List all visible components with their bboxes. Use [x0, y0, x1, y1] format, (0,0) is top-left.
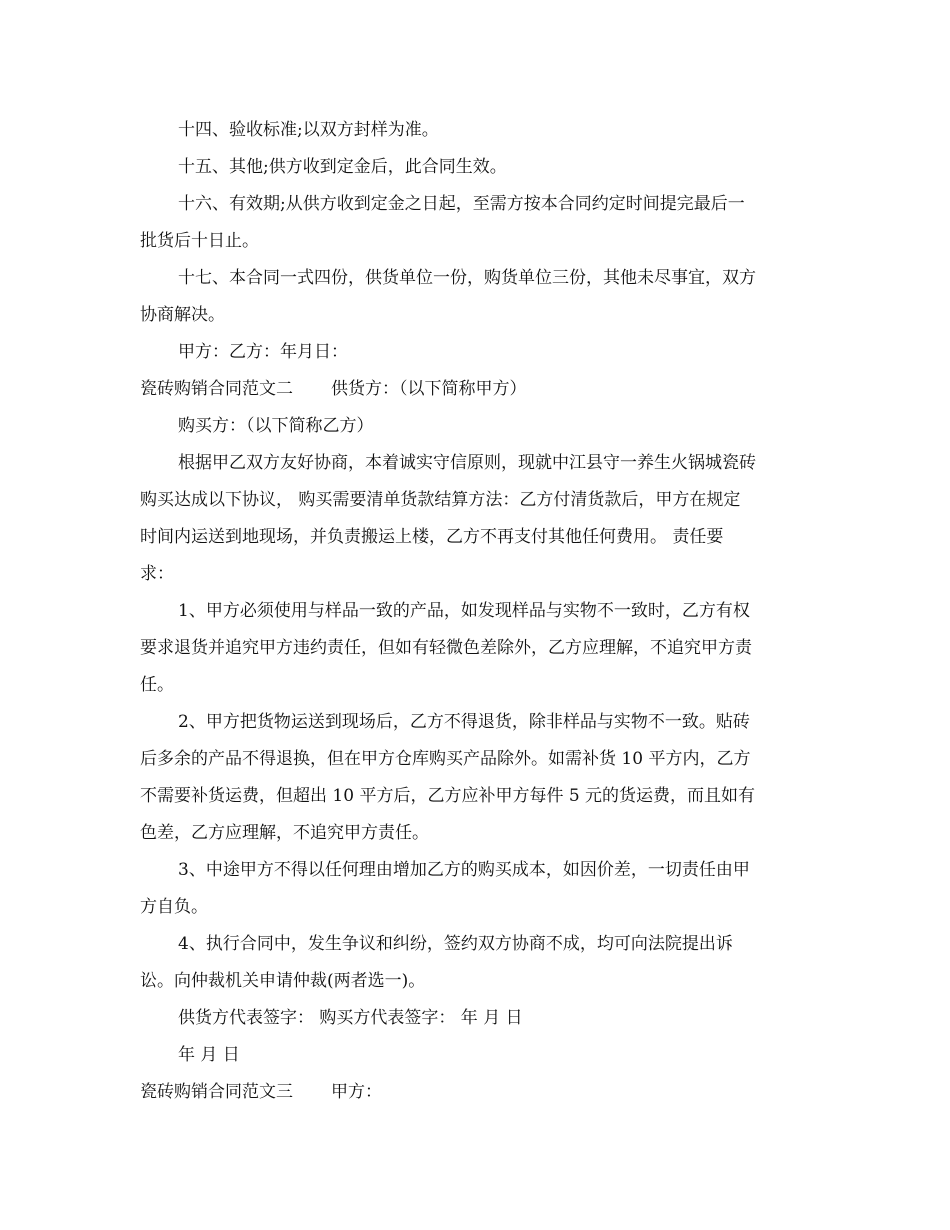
item-2-line-1: 2、甲方把货物运送到现场后，乙方不得退货，除非样品与实物不一致。贴砖	[178, 712, 750, 732]
section-title-three: 瓷砖购销合同范文三	[140, 1082, 293, 1102]
buyer-label: 购买方：（以下简称乙方）	[178, 416, 374, 436]
item-3-line-1: 3、中途甲方不得以任何理由增加乙方的购买成本，如因价差，一切责任由甲	[178, 860, 750, 880]
clause-17-line-1: 十七、本合同一式四份，供货单位一份，购货单位三份，其他未尽事宜，双方	[178, 268, 756, 288]
preamble-line-3: 时间内运送到地现场，并负责搬运上楼，乙方不再支付其他任何费用。 责任要	[140, 527, 724, 547]
signature-line-2: 供货方代表签字： 购买方代表签字： 年 月 日	[178, 1008, 523, 1028]
item-1-line-1: 1、甲方必须使用与样品一致的产品，如发现样品与实物不一致时，乙方有权	[178, 601, 750, 621]
section-heading-three-row	[140, 1081, 382, 1103]
item-1-line-2: 要求退货并追究甲方违约责任，但如有轻微色差除外，乙方应理解，不追究甲方责	[140, 638, 752, 658]
section-title-two: 瓷砖购销合同范文二	[140, 379, 293, 399]
preamble-line-2: 购买达成以下协议， 购买需要清单货款结算方法：乙方付清货款后，甲方在规定	[140, 490, 741, 510]
section-heading-two-row	[140, 378, 527, 400]
item-2-line-3: 不需要补货运费，但超出 10 平方后，乙方应补甲方每件 5 元的货运费，而且如有	[140, 786, 756, 806]
clause-16-line-2: 批货后十日止。	[140, 231, 259, 251]
item-2-line-4: 色差，乙方应理解，不追究甲方责任。	[140, 823, 429, 843]
item-4-line-1: 4、执行合同中，发生争议和纠纷，签约双方协商不成，均可向法院提出诉	[178, 934, 733, 954]
clause-17-line-2: 协商解决。	[140, 305, 225, 325]
signature-line-1: 甲方：乙方：年月日：	[178, 342, 348, 362]
preamble-line-1: 根据甲乙双方友好协商，本着诚实守信原则，现就中江县守一养生火锅城瓷砖	[178, 453, 756, 473]
clause-16-line-1: 十六、有效期;从供方收到定金之日起，至需方按本合同约定时间提完最后一	[178, 194, 745, 214]
item-2-line-2: 后多余的产品不得退换，但在甲方仓库购买产品除外。如需补货 10 平方内，乙方	[140, 749, 751, 769]
clause-15: 十五、其他;供方收到定金后，此合同生效。	[178, 157, 507, 177]
preamble-line-4: 求：	[140, 564, 174, 584]
item-3-line-2: 方自负。	[140, 897, 208, 917]
clause-14: 十四、验收标准;以双方封样为准。	[178, 120, 439, 140]
item-1-line-3: 任。	[140, 675, 174, 695]
supplier-label: 供货方：（以下简称甲方）	[331, 379, 527, 399]
signature-date: 年 月 日	[178, 1045, 240, 1065]
party-a-label: 甲方：	[331, 1082, 382, 1102]
item-4-line-2: 讼。向仲裁机关申请仲裁(两者选一)。	[140, 971, 426, 991]
